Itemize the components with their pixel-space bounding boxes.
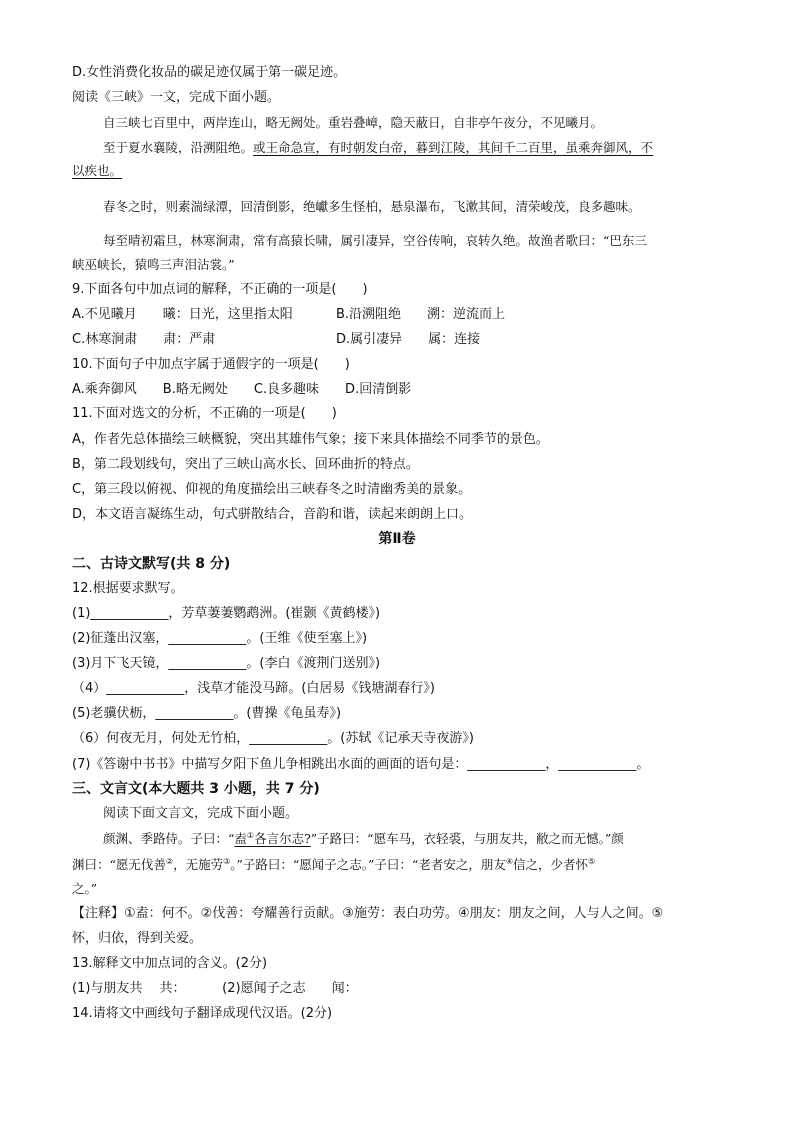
dictation-6: （6）何夜无月，何处无竹柏，____________。(苏轼《记承天寺夜游》) [72, 731, 474, 746]
question-9: 9.下面各句中加点词的解释，不正确的一项是( ) [72, 282, 368, 297]
question-11: 11.下面对选文的分析，不正确的一项是( ) [72, 406, 337, 421]
passage-paragraph-2: 至于夏水襄陵，沿溯阻绝。或王命急宣，有时朝发白帝，暮到江陵，其间千二百里，虽乘奔御风，不 [103, 140, 654, 155]
question-10-options: A.乘奔御风 B.略无阙处 C.良多趣味 D.回清倒影 [72, 382, 412, 397]
question-13: 13.解释文中加点词的含义。(2分) [72, 956, 268, 971]
volume-title: 第Ⅱ卷 [378, 531, 416, 547]
dictation-4: （4）____________，浅草才能没马蹄。(白居易《钱塘湖春行》) [72, 681, 435, 696]
option-a: A.不见曦月 曦：日光，这里指太阳 [72, 307, 293, 322]
underlined-sentence: 或王命急宣，有时朝发白帝，暮到江陵，其间千二百里，虽乘奔御风，不 [253, 140, 654, 155]
reading-instruction: 阅读《三峡》一文，完成下面小题。 [72, 90, 281, 105]
dictation-5: (5)老骥伏枥，____________。(曹操《龟虽寿》) [72, 706, 342, 721]
passage-paragraph-4-cont: 峡巫峡长，猿鸣三声泪沾裳。” [72, 257, 235, 272]
question-9-row-2 [72, 331, 480, 349]
dotted-word-he: 盍 [234, 831, 247, 846]
classical-passage-line-1: 颜渊、季路侍。子曰：“盍①各言尔志?”子路曰：“愿车马，衣轻裘，与朋友共，敝之而无憾。”颜 [103, 830, 624, 846]
section-3-heading: 三、文言文(本大题共 3 小题，共 7 分) [72, 781, 320, 797]
question-12: 12.根据要求默写。 [72, 581, 184, 596]
question-11-option-c: C，第三段以俯视、仰视的角度描绘出三峡春冬之时清幽秀美的景象。 [72, 482, 472, 497]
annotation-line-1: 【注释】①盍：何不。②伐善：夸耀善行贡献。③施劳：表白功劳。④朋友：朋友之间，人与人之间。⑤ [72, 906, 664, 921]
dictation-3: (3)月下飞天镜，____________。(李白《渡荆门送别》) [72, 656, 381, 671]
footnote-marker-1: ① [246, 830, 255, 840]
passage-paragraph-1: 自三峡七百里中，两岸连山，略无阙处。重岩叠嶂，隐天蔽日，自非亭午夜分，不见曦月。 [103, 115, 604, 130]
option-d: D.属引凄异 属：连接 [336, 332, 481, 347]
footnote-marker-3: ③ [223, 856, 231, 866]
question-9-row-1 [72, 306, 505, 324]
footnote-marker-5: ⑤ [588, 856, 596, 866]
passage-paragraph-2-cont: 以疾也。 [72, 163, 123, 178]
question-11-option-a: A，作者先总体描绘三峡概貌，突出其雄伟气象；接下来具体描绘不同季节的景色。 [72, 432, 549, 447]
passage-paragraph-3: 春冬之时，则素湍绿潭，回清倒影，绝巘多生怪柏，悬泉瀑布，飞漱其间，清荣峻茂，良多趣味。 [103, 199, 641, 214]
footnote-marker-2: ② [165, 856, 174, 866]
option-d-prev: D.女性消费化妆品的碳足迹仅属于第一碳足迹。 [72, 65, 347, 80]
annotation-line-2: 怀，归依，得到关爱。 [72, 931, 203, 946]
footnote-marker-4: ④ [505, 856, 513, 866]
classical-instruction: 阅读下面文言文，完成下面小题。 [103, 806, 299, 821]
dictation-7: (7)《答谢中书书》中描写夕阳下鱼儿争相跳出水面的画面的语句是：____________，____________。 [72, 757, 650, 772]
question-11-option-b: B，第二段划线句，突出了三峡山高水长、回环曲折的特点。 [72, 457, 419, 472]
option-b: B.沿溯阻绝 溯：逆流而上 [336, 307, 506, 322]
classical-passage-line-2: 渊曰：“愿无伐善②，无施劳③。”子路曰：“愿闻子之志。”子曰：“老者安之，朋友④信之，少者怀⑤ [72, 856, 596, 872]
section-2-heading: 二、古诗文默写(共 8 分) [72, 556, 231, 572]
dictation-1: (1)____________，芳草萋萋鹦鹉洲。(崔颢《黄鹤楼》) [72, 606, 381, 621]
question-10: 10.下面句子中加点字属于通假字的一项是( ) [72, 357, 350, 372]
classical-passage-line-3: 之。” [72, 881, 98, 896]
dictation-2: (2)征蓬出汉塞，____________。(王维《使至塞上》) [72, 631, 368, 646]
question-14: 14.请将文中画线句子翻译成现代汉语。(2分) [72, 1006, 333, 1021]
option-c: C.林寒涧肃 肃：严肃 [72, 332, 216, 347]
question-13-items: (1)与朋友共 共： (2)愿闻子之志 闻： [72, 981, 358, 996]
question-11-option-d: D，本文语言凝练生动，句式骈散结合，音韵和谐，读起来朗朗上口。 [72, 507, 473, 522]
passage-paragraph-4: 每至晴初霜旦，林寒涧肃，常有高猿长啸，属引凄异，空谷传响，哀转久绝。故渔者歌曰：“巴东三 [103, 233, 647, 248]
